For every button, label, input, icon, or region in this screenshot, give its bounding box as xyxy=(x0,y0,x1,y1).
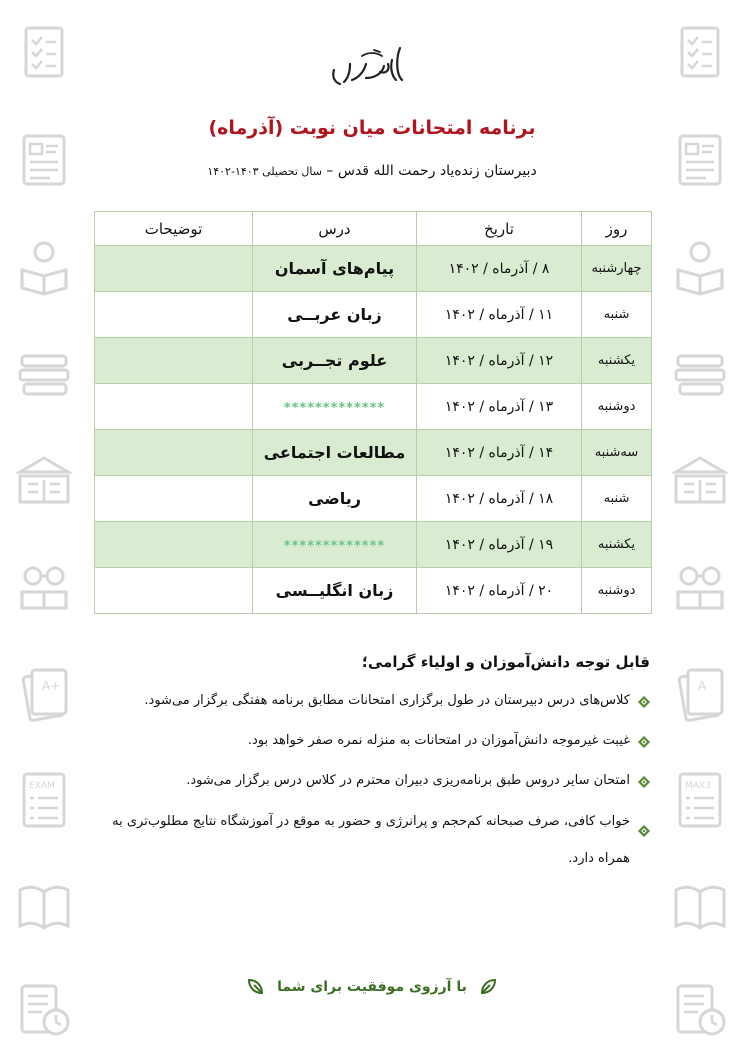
student-reading-icon xyxy=(670,236,730,296)
cell-notes xyxy=(95,338,253,384)
table-row xyxy=(95,568,652,614)
cell-day: شنبه xyxy=(582,476,652,522)
no-exam-placeholder: ************* xyxy=(283,401,386,416)
cell-day: دوشنبه xyxy=(582,568,652,614)
cell-date: ۱۳ / آذرماه / ۱۴۰۲ xyxy=(417,384,582,430)
bism-calligraphy xyxy=(322,42,422,90)
list-item xyxy=(90,731,650,751)
cell-notes xyxy=(95,384,253,430)
svg-text:A+: A+ xyxy=(42,679,61,693)
cell-day: یکشنبه xyxy=(582,338,652,384)
notes-heading: قابل توجه دانش‌آموزان و اولیاء گرامی؛ xyxy=(361,653,650,671)
svg-text:A: A xyxy=(698,679,707,693)
graded-paper-icon xyxy=(14,664,74,724)
diamond-bullet-icon xyxy=(638,735,650,747)
note-text: امتحان سایر دروس طبق برنامه‌ریزی دبیران محترم در کلاس درس برگزار می‌شود. xyxy=(186,773,630,788)
footer-text: با آرزوی موفقیت برای شما xyxy=(277,979,467,995)
cell-day: دوشنبه xyxy=(582,384,652,430)
cell-subject xyxy=(253,522,417,568)
list-item xyxy=(90,691,650,711)
table-row xyxy=(95,292,652,338)
cell-date: ۱۸ / آذرماه / ۱۴۰۲ xyxy=(417,476,582,522)
cell-subject: علوم تجــربی xyxy=(253,338,417,384)
open-book-icon xyxy=(670,450,730,510)
exam-schedule-table xyxy=(94,211,652,614)
cell-day: چهارشنبه xyxy=(582,246,652,292)
cell-notes xyxy=(95,522,253,568)
table-row xyxy=(95,338,652,384)
school-name: دبیرستان زنده‌یاد رحمت الله قدس – xyxy=(326,163,537,179)
cell-subject: ریاضی xyxy=(253,476,417,522)
diamond-bullet-icon xyxy=(638,695,650,707)
cell-subject: پیام‌های آسمان xyxy=(253,246,417,292)
checklist-icon xyxy=(670,22,730,82)
open-book-icon xyxy=(14,876,74,936)
leaf-icon xyxy=(478,977,498,997)
column-header-notes: توضیحات xyxy=(95,212,253,246)
left-decoration-column xyxy=(8,0,80,1052)
notes-list xyxy=(90,691,650,897)
footer-wish xyxy=(0,977,744,997)
book-stack-icon xyxy=(670,342,730,402)
leaf-icon xyxy=(246,977,266,997)
svg-text:EXAM: EXAM xyxy=(29,781,55,791)
svg-text:MAX3: MAX3 xyxy=(685,781,711,791)
cell-day: شنبه xyxy=(582,292,652,338)
glasses-book-icon xyxy=(14,556,74,616)
diamond-bullet-icon xyxy=(638,815,650,827)
school-year: سال تحصیلی ۱۴۰۳-۱۴۰۲ xyxy=(207,165,322,178)
student-reading-icon xyxy=(14,236,74,296)
no-exam-placeholder: ************* xyxy=(283,539,386,554)
note-text: کلاس‌های درس دبیرستان در طول برگزاری امتحانات مطابق برنامه هفتگی برگزار می‌شود. xyxy=(144,693,630,708)
list-item xyxy=(90,803,650,877)
test-sheet-icon xyxy=(14,130,74,190)
right-decoration-column xyxy=(664,0,736,1052)
cell-notes xyxy=(95,246,253,292)
table-row xyxy=(95,384,652,430)
note-text: غیبت غیرموجه دانش‌آموزان در امتحانات به منزله نمره صفر خواهد بود. xyxy=(247,733,630,748)
cell-date: ۱۴ / آذرماه / ۱۴۰۲ xyxy=(417,430,582,476)
glasses-book-icon xyxy=(670,556,730,616)
checklist-icon xyxy=(14,22,74,82)
table-row xyxy=(95,246,652,292)
open-book-icon xyxy=(14,450,74,510)
note-text: خواب کافی، صرف صبحانه کم‌حجم و پرانرژی و حضور به موقع در آموزشگاه نتایج مطلوب‌تری به همراه دارد. xyxy=(112,814,630,866)
cell-subject: مطالعات اجتماعی xyxy=(253,430,417,476)
cell-notes xyxy=(95,568,253,614)
list-item xyxy=(90,771,650,791)
cell-subject: زبان انگلیــسی xyxy=(253,568,417,614)
column-header-subject: درس xyxy=(253,212,417,246)
cell-notes xyxy=(95,292,253,338)
diamond-bullet-icon xyxy=(638,775,650,787)
column-header-date: تاریخ xyxy=(417,212,582,246)
column-header-day: روز xyxy=(582,212,652,246)
cell-date: ۱۹ / آذرماه / ۱۴۰۲ xyxy=(417,522,582,568)
table-row xyxy=(95,476,652,522)
exam-sheet-icon xyxy=(14,770,74,830)
open-book-icon xyxy=(670,876,730,936)
cell-day: یکشنبه xyxy=(582,522,652,568)
cell-date: ۱۲ / آذرماه / ۱۴۰۲ xyxy=(417,338,582,384)
page-title: برنامه امتحانات میان نوبت (آذرماه) xyxy=(208,117,536,139)
page-subtitle xyxy=(0,163,744,179)
graded-paper-icon xyxy=(670,664,730,724)
cell-subject: زبان عربــی xyxy=(253,292,417,338)
test-sheet-icon xyxy=(670,130,730,190)
cell-date: ۱۱ / آذرماه / ۱۴۰۲ xyxy=(417,292,582,338)
table-header-row xyxy=(95,212,652,246)
exam-sheet-icon xyxy=(670,770,730,830)
cell-notes xyxy=(95,476,253,522)
cell-subject xyxy=(253,384,417,430)
cell-notes xyxy=(95,430,253,476)
cell-day: سه‌شنبه xyxy=(582,430,652,476)
table-row xyxy=(95,522,652,568)
book-stack-icon xyxy=(14,342,74,402)
table-row xyxy=(95,430,652,476)
cell-date: ۸ / آذرماه / ۱۴۰۲ xyxy=(417,246,582,292)
cell-date: ۲۰ / آذرماه / ۱۴۰۲ xyxy=(417,568,582,614)
